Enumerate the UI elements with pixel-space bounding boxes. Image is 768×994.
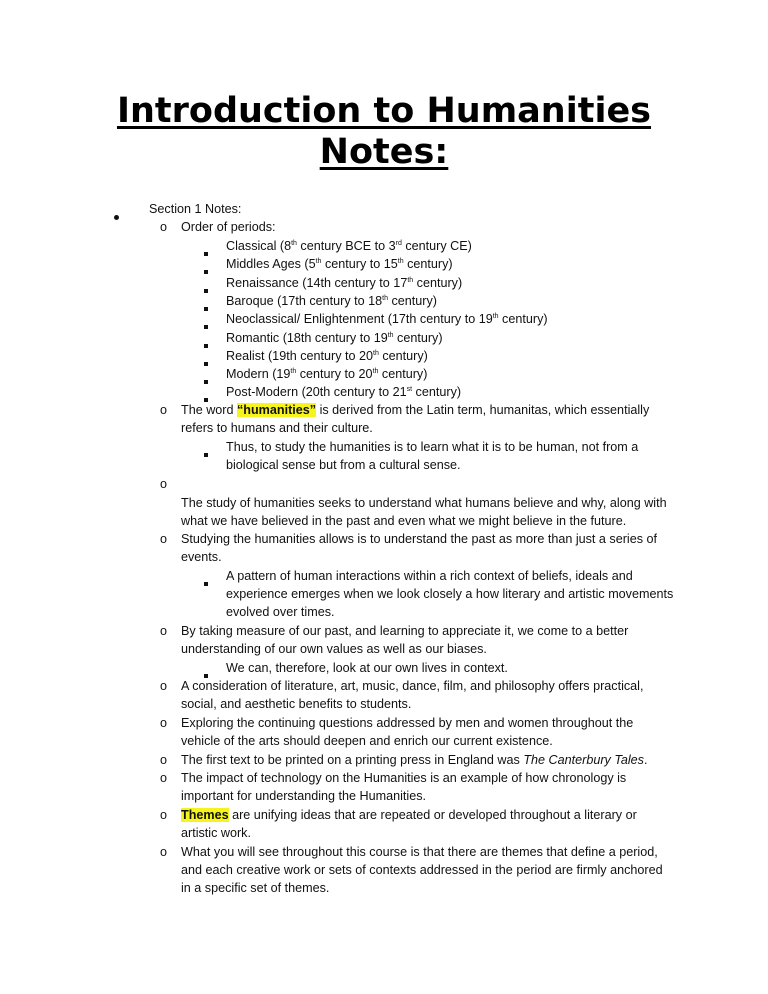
period-post: century) (413, 275, 463, 290)
period-post: century) (378, 348, 428, 363)
course-line-2: and each creative work or sets of contexts addressed in the period are firmly anchored (181, 863, 663, 877)
period-sup1: th (387, 331, 394, 339)
square-bullet-icon (204, 280, 208, 299)
order-heading: Order of periods: (181, 220, 276, 234)
period-pre: Neoclassical/ Enlightenment (17th century to 19 (226, 312, 493, 327)
period-sup1: th (290, 367, 297, 375)
themes-line-2: artistic work. (181, 826, 251, 840)
period-sup1: th (407, 276, 414, 284)
square-bullet-icon (204, 261, 208, 280)
canterbury-tales-title: The Canterbury Tales (523, 753, 644, 767)
impact-line-1: The impact of technology on the Humanities is an example of how chronology is (181, 771, 627, 785)
study-line-1: The study of humanities seeks to understand what humans believe and why, along with (181, 496, 667, 510)
circle-bullet-icon: o (160, 403, 168, 417)
circle-bullet-icon: o (160, 220, 168, 234)
circle-bullet-icon: o (160, 845, 168, 859)
square-bullet-icon (204, 298, 208, 317)
square-bullet-icon (204, 335, 208, 354)
studying-line-1: Studying the humanities allows is to understand the past as more than just a series of (181, 532, 658, 546)
period-sup2: rd (395, 239, 402, 247)
impact-line-2: important for understanding the Humanities. (181, 789, 427, 803)
square-bullet-icon (204, 353, 208, 372)
period-sup2: th (372, 367, 379, 375)
period-item (226, 274, 462, 293)
consideration-line-1: A consideration of literature, art, music, dance, film, and philosophy offers practical, (181, 679, 644, 693)
period-pre: Classical (8 (226, 239, 292, 253)
exploring-line-2: vehicle of the arts should deepen and enrich our current existence. (181, 734, 553, 748)
period-sup1: th (373, 349, 379, 357)
period-post: century) (378, 367, 428, 382)
section-label: Section 1 Notes: (149, 202, 242, 216)
page-title-line-2: Notes: (319, 132, 449, 172)
period-sup1: th (315, 258, 322, 266)
circle-bullet-icon: o (160, 771, 168, 785)
period-post: century) (387, 293, 437, 308)
circle-bullet-icon: o (160, 753, 168, 767)
period-post: century) (403, 257, 453, 272)
circle-bullet-icon: o (160, 716, 168, 730)
humanities-line-2: refers to humans and their culture. (181, 421, 373, 435)
circle-bullet-icon: o (160, 624, 168, 638)
humanities-line-1 (181, 401, 649, 420)
humanities-sub-line-2: biological sense but from a cultural sense. (226, 458, 461, 472)
course-line-3: in a specific set of themes. (181, 881, 330, 895)
studying-sub-line-2: experience emerges when we look closely a how literary and artistic movements (226, 587, 674, 601)
period-post: century CE) (401, 239, 472, 253)
square-bullet-icon (204, 444, 208, 463)
themes-post: are unifying ideas that are repeated or developed throughout a literary or (228, 808, 637, 822)
period-sup1: st (406, 386, 413, 394)
period-post: century) (393, 330, 443, 345)
period-pre: Romantic (18th century to 19 (226, 330, 388, 345)
period-item (226, 255, 453, 274)
square-bullet-icon (204, 573, 208, 592)
measure-sub-line-1: We can, therefore, look at our own lives in context. (226, 661, 508, 675)
consideration-line-2: social, and aesthetic benefits to students. (181, 697, 412, 711)
studying-sub-line-1: A pattern of human interactions within a rich context of beliefs, ideals and (226, 569, 633, 583)
course-line-1: What you will see throughout this course is that there are themes that define a period, (181, 845, 658, 859)
first-text-line (181, 751, 647, 770)
studying-line-2: events. (181, 550, 222, 564)
period-item (226, 365, 427, 384)
period-pre: Realist (19th century to 20 (226, 348, 374, 363)
study-line-2: what we have believed in the past and even what we might believe in the future. (181, 514, 627, 528)
period-item (226, 310, 548, 329)
period-pre: Modern (19 (226, 367, 291, 382)
humanities-post: is derived from the Latin term, humanitas, which essentially (316, 403, 650, 417)
circle-bullet-icon: o (160, 477, 168, 491)
bullet-dot-icon (114, 207, 119, 226)
period-item (226, 347, 428, 366)
measure-line-2: understanding of our own values as well as our biases. (181, 642, 487, 656)
page-title-line-1: Introduction to Humanities (116, 91, 652, 131)
first-text-post: . (643, 753, 648, 767)
period-sup1: th (382, 294, 388, 302)
measure-line-1: By taking measure of our past, and learning to appreciate it, we come to a better (181, 624, 629, 638)
square-bullet-icon (204, 316, 208, 335)
circle-bullet-icon: o (160, 532, 168, 546)
exploring-line-1: Exploring the continuing questions addressed by men and women throughout the (181, 716, 634, 730)
period-item (226, 292, 437, 311)
period-mid: century BCE to 3 (296, 239, 396, 253)
humanities-sub-line-1: Thus, to study the humanities is to learn what it is to be human, not from a (226, 440, 639, 454)
circle-bullet-icon: o (160, 679, 168, 693)
period-item (226, 383, 461, 402)
square-bullet-icon (204, 371, 208, 390)
period-sup1: th (291, 239, 297, 247)
themes-line-1 (181, 806, 637, 825)
square-bullet-icon (204, 243, 208, 262)
period-sup1: th (492, 313, 499, 320)
humanities-pre: The word (181, 403, 237, 417)
period-post: century) (498, 312, 548, 327)
period-pre: Middles Ages (5 (226, 257, 316, 272)
period-pre: Baroque (17th century to 18 (226, 293, 383, 308)
humanities-highlight: “humanities” (237, 403, 317, 417)
themes-highlight: Themes (181, 808, 229, 822)
period-item (226, 237, 472, 256)
period-item (226, 329, 443, 348)
first-text-pre: The first text to be printed on a printing press in England was (181, 753, 524, 767)
period-mid: century to 15 (321, 257, 398, 272)
circle-bullet-icon: o (160, 808, 168, 822)
period-sup2: th (397, 258, 404, 266)
period-mid: century to 20 (296, 367, 373, 382)
period-post: century) (412, 385, 462, 400)
period-pre: Renaissance (14th century to 17 (226, 275, 408, 290)
studying-sub-line-3: evolved over times. (226, 605, 335, 619)
period-pre: Post-Modern (20th century to 21 (226, 385, 407, 400)
